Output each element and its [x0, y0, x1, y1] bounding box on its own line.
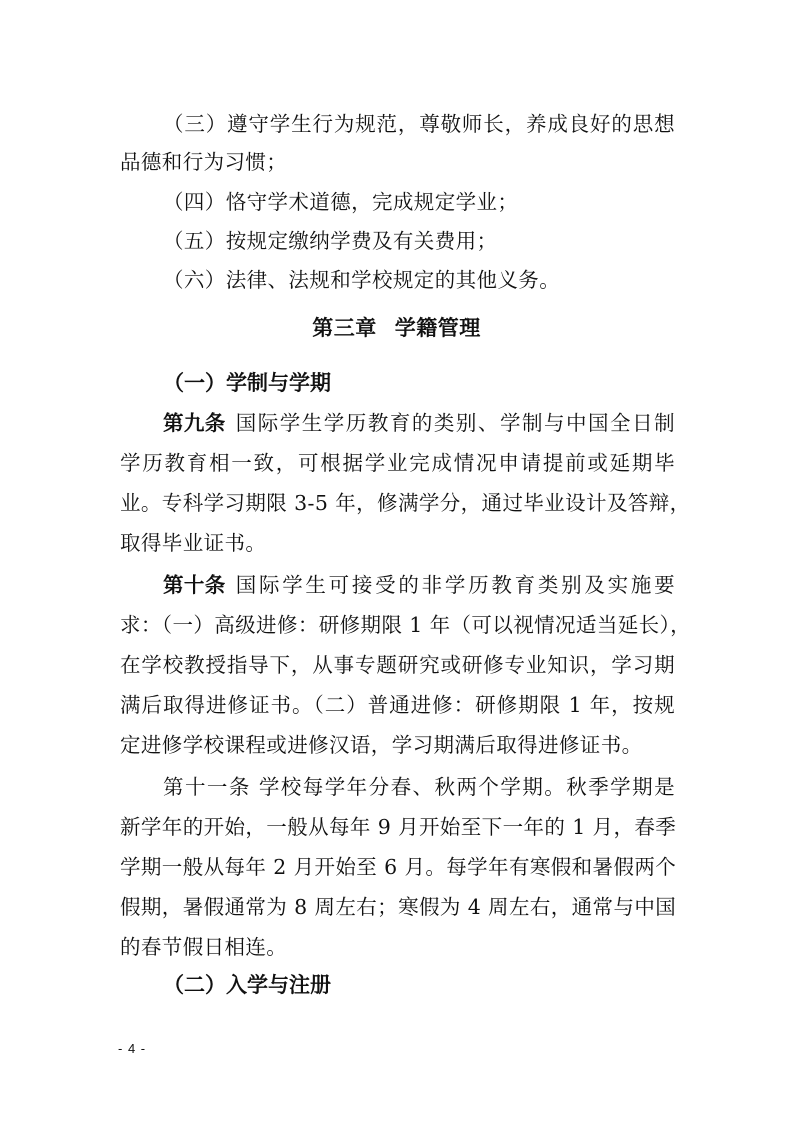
- article-10-line-4: 满后取得进修证书。（二）普通进修：研修期限 1 年，按规: [120, 693, 675, 717]
- chapter-heading: [0, 313, 793, 343]
- section-title-1: （一）学制与学期: [163, 371, 331, 395]
- article-9-label: 第九条: [163, 411, 226, 435]
- article-11-line-1: 第十一条 学校每学年分春、秋两个学期。秋季学期是: [163, 775, 675, 799]
- obligation-item-4: （四）恪守学术道德，完成规定学业；: [163, 190, 519, 214]
- article-10-line-5: 定进修学校课程或进修汉语，学习期满后取得进修证书。: [120, 733, 643, 757]
- obligation-item-5: （五）按规定缴纳学费及有关费用；: [163, 229, 498, 253]
- article-9-line-3: 业。专科学习期限 3-5 年，修满学分，通过毕业设计及答辩，: [120, 491, 691, 515]
- article-10-line-3: 在学校教授指导下，从事专题研究或研修专业知识，学习期: [120, 653, 675, 677]
- obligation-item-3: （三）遵守学生行为规范，尊敬师长，养成良好的思想: [163, 112, 675, 136]
- article-10-first-line: [163, 570, 675, 600]
- article-9-first-line: [163, 408, 675, 438]
- article-11-line-3: 学期一般从每年 2 月开始至 6 月。每学年有寒假和暑假两个: [120, 855, 677, 879]
- section-title-2: （二）入学与注册: [163, 973, 331, 997]
- article-10-label: 第十条: [163, 573, 226, 597]
- article-11-line-5: 的春节假日相连。: [120, 935, 288, 959]
- chapter-title: 学籍管理: [394, 316, 481, 340]
- article-10-line-1: 国际学生可接受的非学历教育类别及实施要: [235, 573, 675, 597]
- obligation-item-3-cont: 品德和行为习惯；: [120, 150, 288, 174]
- article-11-line-4: 假期，暑假通常为 8 周左右；寒假为 4 周左右，通常与中国: [120, 895, 677, 919]
- page-number: - 4 -: [118, 1041, 147, 1056]
- article-10-line-2: 求：（一）高级进修：研修期限 1 年（可以视情况适当延长），: [120, 613, 692, 637]
- article-9-line-1: 国际学生学历教育的类别、学制与中国全日制: [235, 411, 675, 435]
- chapter-number: 第三章: [312, 316, 377, 340]
- article-11-line-2: 新学年的开始，一般从每年 9 月开始至下一年的 1 月，春季: [120, 815, 677, 839]
- article-9-line-4: 取得毕业证书。: [120, 531, 267, 555]
- obligation-item-6: （六）法律、法规和学校规定的其他义务。: [163, 268, 561, 292]
- article-9-line-2: 学历教育相一致，可根据学业完成情况申请提前或延期毕: [120, 451, 675, 475]
